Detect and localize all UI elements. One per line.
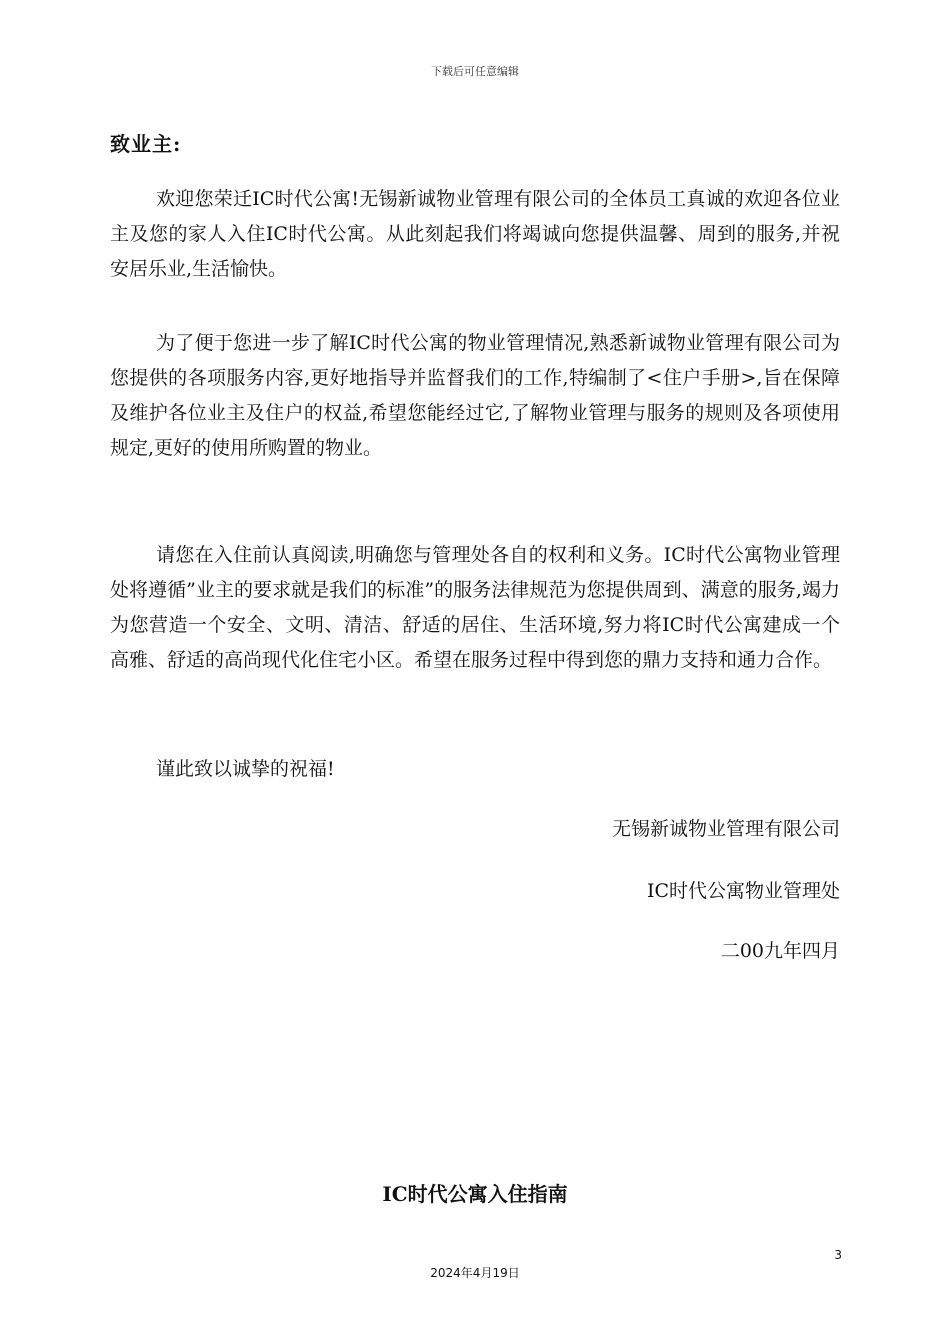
signature-office: IC时代公寓物业管理处 [646, 880, 840, 902]
letter-paragraph: 为了便于您进一步了解IC时代公寓的物业管理情况,熟悉新诚物业管理有限公司为您提供的各项服务内容,更好地指导并监督我们的工作,特编制了<住户手册>,旨在保障及维护各位业主及住户的权益,希望您能经过它,了解物业管理与服务的规则及各项使用规定,更好的使用所购置的物业。 [110, 332, 840, 459]
signature-date: 二00九年四月 [720, 940, 840, 962]
page-number: 3 [834, 1248, 842, 1262]
letter-paragraph: 请您在入住前认真阅读,明确您与管理处各自的权利和义务。IC时代公寓物业管理处将遵循”业主的要求就是我们的标准”的服务法律规范为您提供周到、满意的服务,竭力为您营造一个安全、文明、清洁、舒适的居住、生活环境,努力将IC时代公寓建成一个高雅、舒适的高尚现代化住宅小区。希望在服务过程中得到您的鼎力支持和通力合作。 [110, 544, 840, 671]
footer-date: 2024年4月19日 [430, 1266, 520, 1280]
letter-closing: 谨此致以诚挚的祝福! [156, 758, 335, 780]
header-note: 下载后可任意编辑 [431, 65, 519, 78]
signature-company: 无锡新诚物业管理有限公司 [611, 818, 840, 840]
guide-title: IC时代公寓入住指南 [382, 1182, 568, 1206]
letter-paragraph: 欢迎您荣迁IC时代公寓!无锡新诚物业管理有限公司的全体员工真诚的欢迎各位业主及您的家人入住IC时代公寓。从此刻起我们将竭诚向您提供温馨、周到的服务,并祝安居乐业,生活愉快。 [110, 188, 840, 280]
letter-salutation: 致业主: [110, 132, 182, 156]
